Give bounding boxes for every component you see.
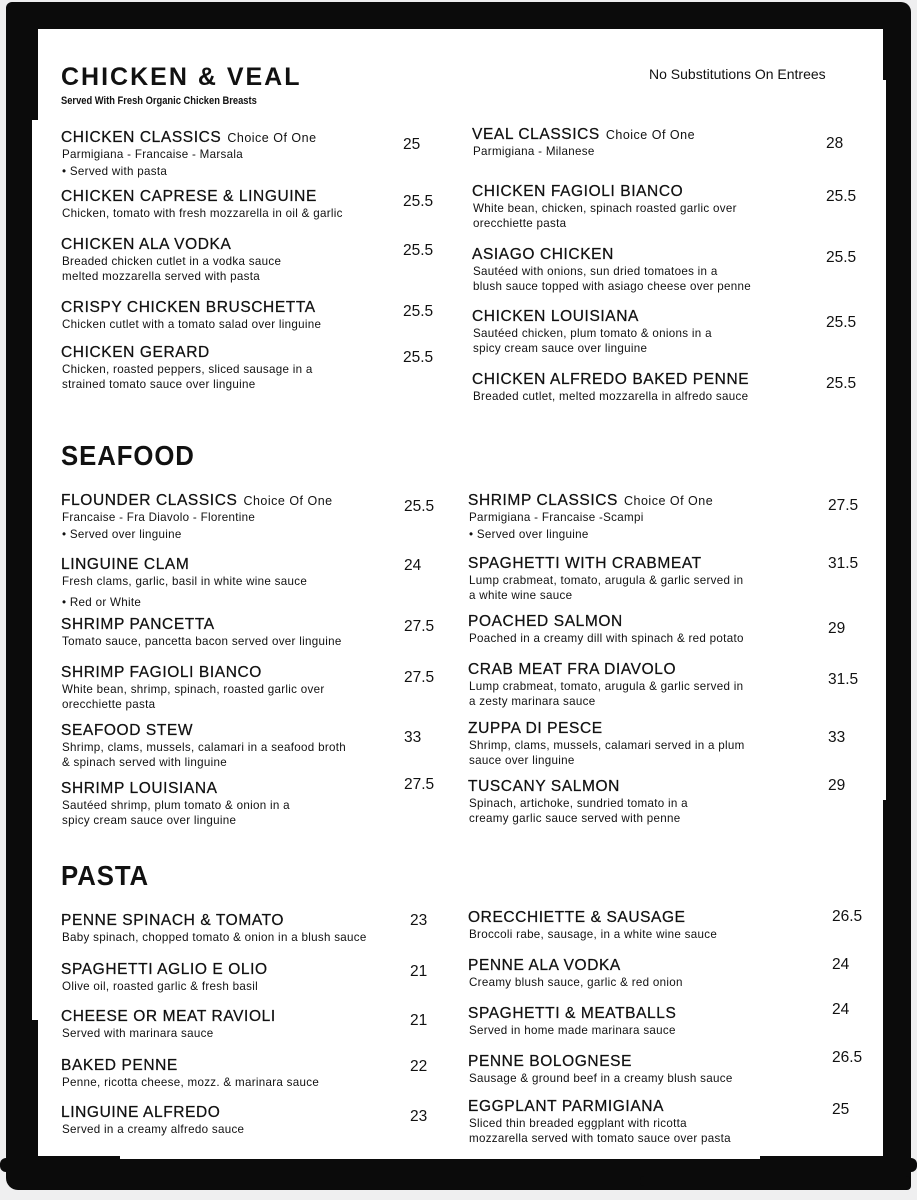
menu-item-name <box>472 246 614 264</box>
menu-item-description: White bean, chicken, spinach roasted garlic over orecchiette pasta <box>473 202 737 230</box>
menu-item-name <box>61 188 317 206</box>
menu-item-name <box>61 1008 276 1026</box>
menu-item-name <box>61 664 262 682</box>
menu-item-description: Baby spinach, chopped tomato & onion in a blush sauce <box>62 931 367 944</box>
menu-item-price: 24 <box>404 557 422 574</box>
menu-item-price: 24 <box>832 956 850 973</box>
menu-item-price: 31.5 <box>828 671 859 688</box>
menu-item-price: 27.5 <box>404 776 435 793</box>
menu-item-description: Francaise - Fra Diavolo - Florentine <box>62 511 256 524</box>
item-title: CHICKEN GERARD <box>61 344 210 361</box>
menu-item-description: Parmigiana - Francaise - Marsala <box>62 148 243 161</box>
menu-item-description: Lump crabmeat, tomato, arugula & garlic served in a white wine sauce <box>469 574 744 602</box>
item-title: ASIAGO CHICKEN <box>472 246 614 263</box>
choice-label: Choice Of One <box>227 131 317 145</box>
menu-item-description: Fresh clams, garlic, basil in white wine sauce <box>62 575 308 588</box>
menu-item-price: 25.5 <box>404 498 435 515</box>
menu-item-name <box>61 492 333 510</box>
menu-item-price: 29 <box>828 777 846 794</box>
menu-item-description: Shrimp, clams, mussels, calamari served in a plum sauce over linguine <box>469 739 745 767</box>
menu-item-name <box>468 720 603 738</box>
brush-stroke <box>640 1176 910 1186</box>
menu-item-name <box>472 126 695 144</box>
menu-item-price: 25.5 <box>403 303 434 320</box>
menu-item-note: • Served over linguine <box>62 527 182 541</box>
menu-item-description: Sausage & ground beef in a creamy blush sauce <box>469 1072 733 1085</box>
item-title: CHICKEN CAPRESE & LINGUINE <box>61 188 317 205</box>
menu-item-name <box>61 616 215 634</box>
menu-item-price: 28 <box>826 135 844 152</box>
item-title: CHICKEN ALFREDO BAKED PENNE <box>472 371 750 388</box>
item-title: POACHED SALMON <box>468 613 623 630</box>
menu-item-name <box>61 1104 220 1122</box>
menu-item-description: Chicken cutlet with a tomato salad over linguine <box>62 318 322 331</box>
menu-item-name <box>61 961 268 979</box>
item-title: SEAFOOD STEW <box>61 722 194 739</box>
menu-item-price: 25.5 <box>826 314 857 331</box>
menu-item-description: Penne, ricotta cheese, mozz. & marinara sauce <box>62 1076 320 1089</box>
section-title-chicken-veal: CHICKEN & VEAL <box>61 63 302 91</box>
menu-item-price: 25.5 <box>826 249 857 266</box>
menu-item-description: Sautéed shrimp, plum tomato & onion in a spicy cream sauce over linguine <box>62 799 290 827</box>
menu-item-description: Breaded cutlet, melted mozzarella in alfredo sauce <box>473 390 749 403</box>
menu-item-description: Spinach, artichoke, sundried tomato in a creamy garlic sauce served with penne <box>469 797 688 825</box>
menu-item-name <box>61 556 189 574</box>
menu-item-note: • Red or White <box>62 595 142 609</box>
menu-item-price: 26.5 <box>832 908 863 925</box>
item-title: LINGUINE ALFREDO <box>61 1104 221 1121</box>
menu-item-description: Parmigiana - Francaise -Scampi <box>469 511 644 524</box>
menu-item-name <box>468 1053 632 1071</box>
menu-item-description: Parmigiana - Milanese <box>473 145 595 158</box>
no-substitutions-note: No Substitutions On Entrees <box>649 66 826 82</box>
menu-item-description: Breaded chicken cutlet in a vodka sauce melted mozzarella served with pasta <box>62 255 282 283</box>
page-edge <box>32 120 42 1020</box>
menu-item-description: Chicken, roasted peppers, sliced sausage in a strained tomato sauce over linguine <box>62 363 313 391</box>
item-title: ORECCHIETTE & SAUSAGE <box>468 909 686 926</box>
menu-item-note: • Served over linguine <box>469 527 589 541</box>
item-title: SPAGHETTI & MEATBALLS <box>468 1005 677 1022</box>
menu-item-price: 29 <box>828 620 846 637</box>
choice-label: Choice Of One <box>623 494 714 508</box>
page-edge <box>878 80 886 800</box>
menu-item-price: 33 <box>404 729 422 746</box>
item-title: SHRIMP LOUISIANA <box>61 780 218 797</box>
item-title: FLOUNDER CLASSICS <box>61 492 238 509</box>
menu-item-price: 24 <box>832 1001 850 1018</box>
menu-item-description: White bean, shrimp, spinach, roasted garlic over orecchiette pasta <box>62 683 325 711</box>
menu-item-name <box>468 661 676 679</box>
item-title: TUSCANY SALMON <box>468 778 620 795</box>
menu-item-price: 25.5 <box>403 242 434 259</box>
menu-item-description: Chicken, tomato with fresh mozzarella in oil & garlic <box>62 207 343 220</box>
item-title: CHICKEN FAGIOLI BIANCO <box>472 183 684 200</box>
item-title: PENNE BOLOGNESE <box>468 1053 633 1070</box>
menu-item-price: 21 <box>410 963 428 980</box>
item-title: VEAL CLASSICS <box>472 126 600 143</box>
choice-label: Choice Of One <box>243 494 333 508</box>
menu-item-name <box>468 909 686 927</box>
menu-item-name <box>61 912 284 930</box>
menu-item-name <box>468 555 702 573</box>
menu-item-price: 33 <box>828 729 846 746</box>
item-title: CRISPY CHICKEN BRUSCHETTA <box>61 299 316 316</box>
menu-item-price: 22 <box>410 1058 428 1075</box>
menu-item-name <box>472 371 749 389</box>
menu-item-price: 25.5 <box>403 349 434 366</box>
menu-item-price: 25.5 <box>826 188 857 205</box>
item-title: PENNE ALA VODKA <box>468 957 621 974</box>
menu-item-name <box>468 1098 664 1116</box>
section-subtitle: Served With Fresh Organic Chicken Breasts <box>61 95 257 107</box>
menu-item-description: Sliced thin breaded eggplant with ricotta mozzarella served with tomato sauce over pasta <box>469 1117 731 1145</box>
menu-item-note: • Served with pasta <box>62 164 168 178</box>
item-title: CRAB MEAT FRA DIAVOLO <box>468 661 677 678</box>
menu-item-name <box>468 778 620 796</box>
menu-item-name <box>468 957 621 975</box>
item-title: SHRIMP CLASSICS <box>468 492 618 509</box>
item-title: LINGUINE CLAM <box>61 556 190 573</box>
menu-item-name <box>472 308 639 326</box>
menu-item-name <box>61 780 218 798</box>
menu-item-name <box>61 344 210 362</box>
section-title-pasta: PASTA <box>61 860 150 891</box>
menu-item-price: 25 <box>403 136 421 153</box>
item-title: CHEESE OR MEAT RAVIOLI <box>61 1008 276 1025</box>
menu-item-price: 25.5 <box>403 193 434 210</box>
item-title: CHICKEN LOUISIANA <box>472 308 639 325</box>
menu-item-description: Served in a creamy alfredo sauce <box>62 1123 245 1136</box>
menu-item-description: Broccoli rabe, sausage, in a white wine sauce <box>469 928 718 941</box>
item-title: SHRIMP PANCETTA <box>61 616 215 633</box>
menu-item-price: 27.5 <box>404 669 435 686</box>
menu-item-description: Lump crabmeat, tomato, arugula & garlic served in a zesty marinara sauce <box>469 680 744 708</box>
item-title: SHRIMP FAGIOLI BIANCO <box>61 664 262 681</box>
menu-item-description: Shrimp, clams, mussels, calamari in a seafood broth & spinach served with linguine <box>62 741 346 769</box>
item-title: CHICKEN ALA VODKA <box>61 236 232 253</box>
brush-stroke <box>0 1158 917 1172</box>
item-title: BAKED PENNE <box>61 1057 178 1074</box>
menu-item-price: 23 <box>410 1108 428 1125</box>
item-title: EGGPLANT PARMIGIANA <box>468 1098 665 1115</box>
item-title: SPAGHETTI AGLIO E OLIO <box>61 961 268 978</box>
menu-item-price: 23 <box>410 912 428 929</box>
item-title: CHICKEN CLASSICS <box>61 129 222 146</box>
menu-item-description: Creamy blush sauce, garlic & red onion <box>469 976 683 989</box>
menu-item-description: Sautéed with onions, sun dried tomatoes in a blush sauce topped with asiago cheese over penne <box>473 265 752 293</box>
menu-item-name <box>468 613 623 631</box>
menu-item-price: 27.5 <box>828 497 859 514</box>
menu-item-description: Tomato sauce, pancetta bacon served over linguine <box>62 635 342 648</box>
menu-item-name <box>61 1057 178 1075</box>
menu-item-name <box>472 183 683 201</box>
menu-item-description: Served in home made marinara sauce <box>469 1024 676 1037</box>
menu-item-description: Poached in a creamy dill with spinach & red potato <box>469 632 744 645</box>
choice-label: Choice Of One <box>605 128 696 142</box>
item-title: PENNE SPINACH & TOMATO <box>61 912 285 929</box>
menu-item-price: 26.5 <box>832 1049 863 1066</box>
menu-item-name <box>61 236 231 254</box>
menu-item-description: Olive oil, roasted garlic & fresh basil <box>62 980 258 993</box>
menu-item-name <box>468 1005 676 1023</box>
item-title: ZUPPA DI PESCE <box>468 720 603 737</box>
menu-item-price: 25.5 <box>826 375 857 392</box>
menu-item-price: 27.5 <box>404 618 435 635</box>
menu-item-price: 25 <box>832 1101 850 1118</box>
section-title-seafood: SEAFOOD <box>61 440 195 471</box>
menu-item-name <box>61 722 193 740</box>
page-edge <box>120 1150 760 1159</box>
menu-item-name <box>468 492 713 510</box>
menu-item-price: 31.5 <box>828 555 859 572</box>
menu-item-name <box>61 129 317 147</box>
menu-item-description: Served with marinara sauce <box>62 1027 214 1040</box>
menu-item-name <box>61 299 316 317</box>
menu-item-description: Sautéed chicken, plum tomato & onions in a spicy cream sauce over linguine <box>473 327 712 355</box>
item-title: SPAGHETTI WITH CRABMEAT <box>468 555 702 572</box>
menu-item-price: 21 <box>410 1012 428 1029</box>
